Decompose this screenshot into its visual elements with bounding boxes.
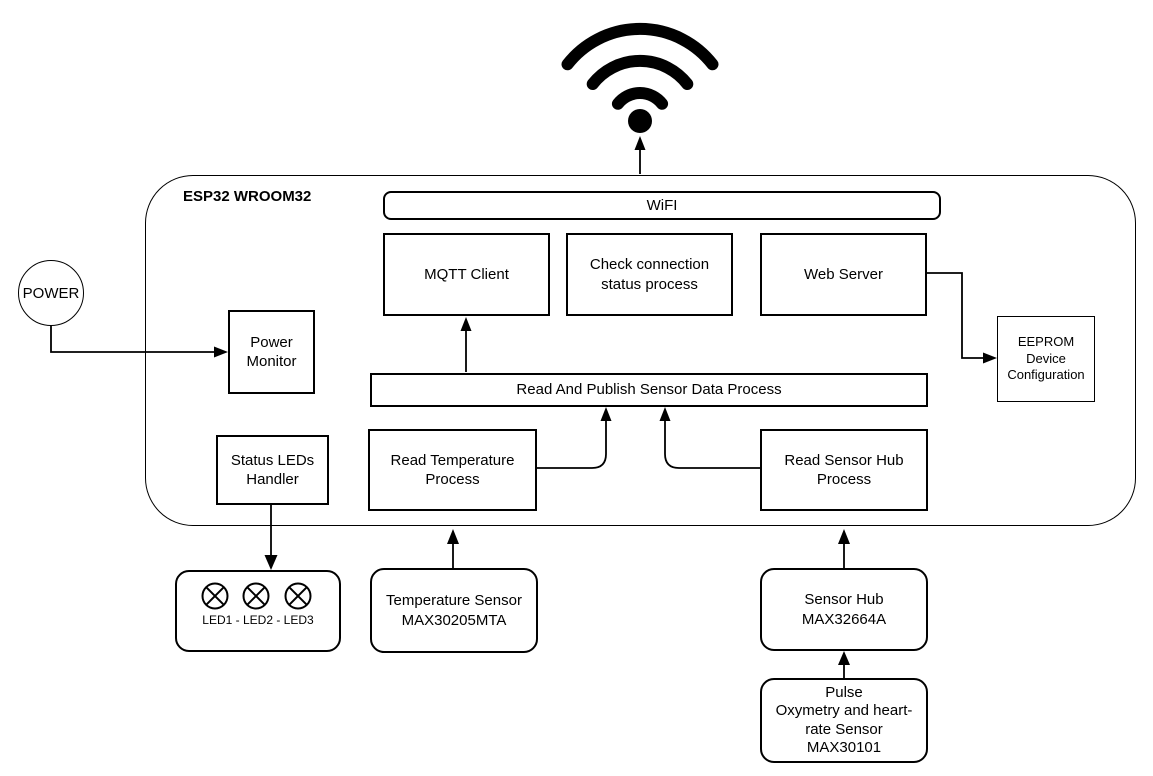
publish-process-box xyxy=(370,373,928,407)
temperature-sensor-box xyxy=(370,568,538,653)
mqtt-client-box xyxy=(383,233,550,316)
power-source-circle xyxy=(18,260,84,326)
connector-tempsensor-to-esp32 xyxy=(447,529,459,568)
read-sensor-hub-box xyxy=(760,429,928,511)
temperature-sensor-line2: MAX30205MTA xyxy=(401,611,507,629)
power-monitor-line1: Power xyxy=(250,333,293,351)
wifi-arc-middle xyxy=(593,61,688,84)
wifi-dot xyxy=(628,109,652,133)
eeprom-box xyxy=(997,316,1095,402)
power-monitor-line2: Monitor xyxy=(246,353,297,370)
read-temperature-box xyxy=(368,429,537,511)
leds-label: LED1 - LED2 - LED3 xyxy=(202,613,314,627)
pulse-sensor-line3: rate Sensor xyxy=(805,720,883,738)
sensor-hub-line2: MAX32664A xyxy=(801,610,887,628)
pulse-sensor-line2: Oxymetry and heart- xyxy=(775,702,913,720)
mqtt-client-label: MQTT Client xyxy=(424,265,509,283)
pulse-sensor-box xyxy=(760,678,928,763)
eeprom-line2: Device xyxy=(1026,350,1066,366)
pulse-sensor-line4: MAX30101 xyxy=(806,738,882,756)
wifi-icon xyxy=(568,29,713,133)
eeprom-line3: Configuration xyxy=(1007,367,1085,383)
connector-esp32-to-wifi xyxy=(635,136,646,174)
power-source-label: POWER xyxy=(22,284,80,302)
check-connection-line2: status process xyxy=(601,275,698,293)
status-leds-box xyxy=(216,435,329,505)
status-leds-line1: Status LEDs xyxy=(230,451,315,469)
check-connection-box xyxy=(566,233,733,316)
read-temperature-line2: Process xyxy=(425,471,480,488)
leds-box xyxy=(175,570,341,652)
pulse-sensor-line1: Pulse xyxy=(825,683,863,701)
wifi-bus-box xyxy=(383,191,941,220)
read-sensor-hub-line1: Read Sensor Hub xyxy=(784,451,904,469)
eeprom-line1: EEPROM xyxy=(1017,334,1075,350)
wifi-arc-outer xyxy=(568,29,713,64)
power-monitor-box xyxy=(228,310,315,394)
sensor-hub-box xyxy=(760,568,928,651)
wifi-arc-inner xyxy=(618,93,662,104)
status-leds-line2: Handler xyxy=(246,471,299,488)
check-connection-line1: Check connection xyxy=(589,256,710,274)
wifi-bus-label: WiFI xyxy=(646,196,678,214)
sensor-hub-line1: Sensor Hub xyxy=(804,591,884,609)
web-server-label: Web Server xyxy=(804,265,883,283)
read-sensor-hub-line2: Process xyxy=(816,471,872,488)
connector-sensorhub-to-esp32 xyxy=(838,529,850,568)
connector-pulse-to-sensorhub xyxy=(838,651,850,678)
temperature-sensor-line1: Temperature Sensor xyxy=(386,592,522,610)
read-temperature-line1: Read Temperature xyxy=(390,451,515,469)
web-server-box xyxy=(760,233,927,316)
publish-process-label: Read And Publish Sensor Data Process xyxy=(516,381,782,399)
esp32-container-label: ESP32 WROOM32 xyxy=(183,188,312,205)
